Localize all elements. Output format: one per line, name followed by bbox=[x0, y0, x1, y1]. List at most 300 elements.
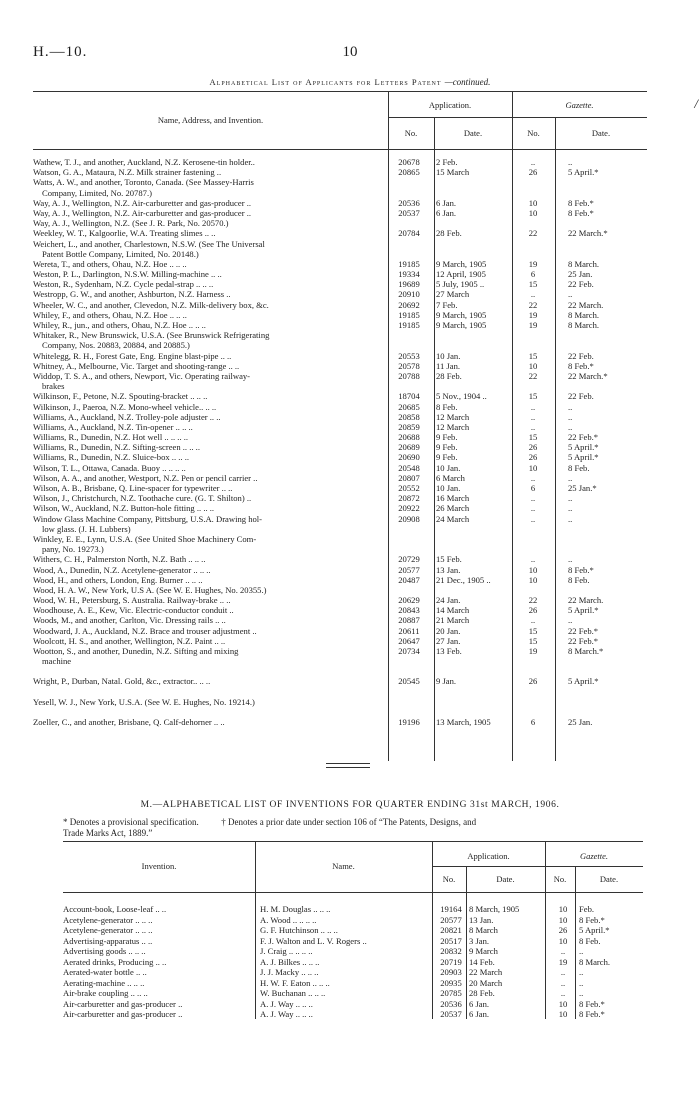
table-row bbox=[63, 915, 643, 926]
applicant-cell: Wood, A., Dunedin, N.Z. Acetylene-generator .. .. .. bbox=[33, 564, 211, 575]
table1-head-application: Application. bbox=[428, 100, 472, 110]
applicant-cell: Wilson, W., Auckland, N.Z. Button-hole fitting .. .. .. bbox=[33, 503, 215, 514]
gazette-no-cell: .. bbox=[560, 988, 566, 998]
application-no-cell: 20548 bbox=[398, 462, 420, 473]
application-date-cell: 5 Nov., 1904 .. bbox=[436, 391, 487, 402]
application-no-cell: 20611 bbox=[398, 625, 420, 636]
table2-head-gazette-no: No. bbox=[553, 874, 567, 884]
applicant-cell: Woolcott, H. S., and another, Wellington, N.Z. Paint .. .. bbox=[33, 635, 226, 646]
application-no-cell: 20922 bbox=[398, 503, 420, 514]
table-row bbox=[33, 503, 647, 513]
application-date-cell: 28 Feb. bbox=[436, 228, 462, 239]
application-no-cell: 20517 bbox=[440, 935, 462, 946]
application-no-cell: 20734 bbox=[398, 646, 420, 656]
gazette-date-cell: 5 April.* bbox=[568, 167, 599, 178]
name-cell: H. M. Douglas .. .. .. bbox=[260, 904, 331, 914]
gazette-date-cell: 5 April.* bbox=[568, 676, 599, 687]
table-row bbox=[33, 239, 647, 249]
gazette-no-cell: 19 bbox=[528, 309, 538, 320]
table-row bbox=[33, 697, 647, 707]
application-no-cell: 20908 bbox=[398, 513, 420, 524]
application-date-cell: 13 Feb. bbox=[436, 646, 462, 656]
application-no-cell: 19185 bbox=[398, 309, 420, 320]
gazette-date-cell: 8 March. bbox=[568, 320, 600, 330]
table-row bbox=[33, 575, 647, 585]
gazette-no-cell: .. bbox=[530, 421, 536, 432]
application-date-cell: 13 Jan. bbox=[436, 564, 461, 575]
table2-head-gazette-date: Date. bbox=[599, 874, 619, 884]
application-date-cell: 10 Jan. bbox=[436, 462, 461, 473]
table1-head-gazette: Gazette. bbox=[565, 100, 594, 110]
applicant-cell: Wilkinson, J., Paeroa, N.Z. Mono-wheel vehicle.. .. .. bbox=[33, 401, 217, 412]
application-date-cell: 9 March bbox=[469, 946, 498, 956]
gazette-no-cell: 22 bbox=[528, 299, 538, 310]
application-no-cell: 20536 bbox=[398, 197, 420, 208]
application-date-cell: 14 Feb. bbox=[469, 956, 495, 967]
applicant-cell: Wilson, T. L., Ottawa, Canada. Buoy .. .. .. .. bbox=[33, 462, 186, 473]
gazette-date-cell: .. bbox=[568, 401, 573, 412]
table-row bbox=[33, 167, 647, 177]
table2-head-application: Application. bbox=[467, 851, 510, 861]
applicant-cell: Williams, A., Auckland, N.Z. Trolley-pole adjuster .. .. bbox=[33, 411, 221, 422]
application-no-cell: 20859 bbox=[398, 421, 420, 432]
gazette-no-cell: 15 bbox=[528, 391, 538, 402]
application-date-cell: 20 Jan. bbox=[436, 625, 461, 636]
table-row bbox=[33, 442, 647, 452]
gazette-no-cell: 26 bbox=[528, 442, 538, 453]
note-prior-date: † Denotes a prior date under section 106 of “The Patents, Designs, and bbox=[221, 817, 477, 827]
gazette-date-cell: 8 March. bbox=[568, 258, 600, 269]
gazette-no-cell: 10 bbox=[528, 462, 538, 473]
application-no-cell: 20903 bbox=[440, 967, 462, 977]
application-date-cell: 8 March, 1905 bbox=[469, 904, 520, 914]
application-no-cell: 20577 bbox=[440, 914, 462, 925]
application-date-cell: 21 March bbox=[436, 615, 470, 626]
applicant-cell: Widdop, T. S. A., and others, Newport, Vic. Operating railway- bbox=[33, 370, 251, 381]
gazette-no-cell: 26 bbox=[528, 676, 538, 687]
application-no-cell: 20536 bbox=[440, 998, 462, 1009]
table2-title: M.—ALPHABETICAL LIST OF INVENTIONS FOR QUARTER ENDING 31st MARCH, 1906. bbox=[140, 800, 560, 810]
gazette-no-cell: .. bbox=[560, 946, 566, 956]
table-row bbox=[33, 371, 647, 381]
table-row bbox=[33, 300, 647, 310]
application-date-cell: 12 March bbox=[436, 411, 470, 422]
gazette-no-cell: 6 bbox=[530, 716, 536, 727]
application-no-cell: 20887 bbox=[398, 615, 420, 626]
gazette-no-cell: .. bbox=[530, 513, 536, 524]
table-row bbox=[33, 279, 647, 289]
application-date-cell: 9 March, 1905 bbox=[436, 320, 487, 330]
invention-cell: Advertising-apparatus .. .. bbox=[63, 935, 153, 946]
page-number: 10 bbox=[342, 44, 358, 60]
table1-head-date: Date. bbox=[463, 128, 483, 138]
application-date-cell: 14 March bbox=[436, 605, 470, 616]
table-row bbox=[33, 402, 647, 412]
application-no-cell: 20843 bbox=[398, 605, 420, 616]
gazette-no-cell: 22 bbox=[528, 595, 538, 606]
table-row bbox=[63, 957, 643, 968]
application-no-cell: 20537 bbox=[440, 1009, 462, 1019]
application-no-cell: 20910 bbox=[398, 289, 420, 300]
application-date-cell: 27 Jan. bbox=[436, 635, 461, 646]
table-row bbox=[33, 585, 647, 595]
applicant-cell: pany, No. 19273.) bbox=[42, 544, 104, 555]
gazette-date-cell: 8 Feb.* bbox=[568, 207, 594, 218]
application-date-cell: 9 Feb. bbox=[436, 452, 458, 463]
gazette-no-cell: .. bbox=[560, 967, 566, 977]
table-row bbox=[33, 218, 647, 228]
table-row bbox=[33, 554, 647, 564]
application-no-cell: 20647 bbox=[398, 635, 420, 646]
applicant-cell: Way, A. J., Wellington, N.Z. Air-carburetter and gas-producer .. bbox=[33, 207, 251, 218]
table-row bbox=[63, 904, 643, 915]
applicant-cell: Withers, C. H., Palmerston North, N.Z. Bath .. .. .. bbox=[33, 554, 206, 565]
table1-body bbox=[33, 157, 647, 727]
gazette-date-cell: 22 March.* bbox=[568, 228, 608, 239]
gazette-no-cell: .. bbox=[530, 472, 536, 483]
gazette-date-cell: 5 April.* bbox=[568, 452, 599, 463]
table-row bbox=[33, 351, 647, 361]
gazette-date-cell: 22 Feb. bbox=[568, 350, 594, 361]
gazette-no-cell: 10 bbox=[558, 1009, 568, 1019]
table-row bbox=[33, 463, 647, 473]
gazette-no-cell: .. bbox=[530, 401, 536, 412]
gazette-no-cell: 15 bbox=[528, 279, 538, 290]
table1-head-name: Name, Address, and Invention. bbox=[157, 115, 264, 125]
invention-cell: Air-carburetter and gas-producer .. bbox=[63, 998, 183, 1009]
application-date-cell: 7 Feb. bbox=[436, 299, 458, 310]
applicant-cell: Patent Bottle Company, Limited, No. 20148.) bbox=[42, 248, 199, 259]
applicant-cell: Wilson, A. A., and another, Westport, N.Z. Pen or pencil carrier .. bbox=[33, 472, 258, 483]
gazette-date-cell: 25 Jan. bbox=[568, 269, 593, 280]
application-no-cell: 20552 bbox=[398, 483, 420, 493]
gazette-no-cell: 15 bbox=[528, 432, 538, 443]
invention-cell: Aerated drinks, Producing .. .. bbox=[63, 956, 167, 967]
application-no-cell: 20487 bbox=[398, 574, 420, 585]
table-row bbox=[33, 188, 647, 198]
applicant-cell: Whitney, A., Melbourne, Vic. Target and shooting-range .. .. bbox=[33, 360, 240, 371]
gazette-no-cell: .. bbox=[530, 554, 536, 565]
applicant-cell: Woodward, J. A., Auckland, N.Z. Brace and trouser adjustment .. bbox=[33, 625, 257, 636]
application-no-cell: 20553 bbox=[398, 350, 420, 361]
table1-head-no: No. bbox=[404, 128, 418, 138]
applicant-cell: Whiley, F., and others, Ohau, N.Z. Hoe .. .. .. bbox=[33, 309, 187, 320]
applicant-cell: Weekley, W. T., Kalgoorlie, W.A. Treating slimes .. .. bbox=[33, 228, 216, 239]
invention-cell: Air-brake coupling .. .. .. bbox=[63, 988, 148, 998]
application-no-cell: 20537 bbox=[398, 207, 420, 218]
table-row bbox=[33, 615, 647, 625]
name-cell: A. J. Bilkes .. .. .. bbox=[260, 956, 320, 967]
invention-cell: Aerated-water bottle .. .. bbox=[63, 967, 147, 977]
table1-title bbox=[0, 77, 700, 87]
gazette-date-cell: 5 April.* bbox=[568, 605, 599, 616]
application-no-cell: 20545 bbox=[398, 676, 420, 687]
applicant-cell: Wright, P., Durban, Natal. Gold, &c., extractor.. .. .. bbox=[33, 676, 211, 687]
gazette-date-cell: .. bbox=[579, 946, 584, 956]
applicant-cell: Westropp, G. W., and another, Ashburton, N.Z. Harness .. bbox=[33, 289, 231, 300]
application-no-cell: 20578 bbox=[398, 360, 420, 371]
name-cell: H. W. F. Eaton .. .. .. bbox=[260, 977, 330, 988]
gazette-no-cell: 22 bbox=[528, 370, 538, 381]
gazette-date-cell: 22 Feb. bbox=[568, 391, 594, 402]
gazette-date-cell: 22 Feb.* bbox=[568, 432, 599, 443]
application-date-cell: 9 March, 1905 bbox=[436, 309, 487, 320]
application-no-cell: 19185 bbox=[398, 320, 420, 330]
gazette-no-cell: 19 bbox=[528, 646, 538, 656]
table-row bbox=[33, 249, 647, 259]
gazette-no-cell: 10 bbox=[558, 935, 568, 946]
application-date-cell: 8 March bbox=[469, 925, 498, 935]
table-row bbox=[33, 483, 647, 493]
application-date-cell: 12 March bbox=[436, 421, 470, 432]
gazette-no-cell: 10 bbox=[558, 914, 568, 925]
name-cell: A. J. Way .. .. .. bbox=[260, 998, 313, 1009]
table2-header-rule bbox=[63, 892, 643, 893]
gazette-no-cell: 15 bbox=[528, 635, 538, 646]
application-no-cell: 20719 bbox=[440, 956, 462, 967]
gazette-date-cell: .. bbox=[568, 421, 573, 432]
gazette-date-cell: 8 Feb. bbox=[568, 462, 590, 473]
application-date-cell: 9 March, 1905 bbox=[436, 258, 487, 269]
application-no-cell: 20832 bbox=[440, 946, 462, 956]
table-row bbox=[33, 514, 647, 524]
name-cell: A. Wood .. .. .. .. bbox=[260, 914, 317, 925]
name-cell: J. J. Macky .. .. .. bbox=[260, 967, 319, 977]
gazette-date-cell: 5 April.* bbox=[579, 925, 610, 935]
table-row bbox=[33, 473, 647, 483]
applicant-cell: Yesell, W. J., New York, U.S.A. (See W. E. Hughes, No. 19214.) bbox=[33, 696, 255, 707]
table-row bbox=[33, 391, 647, 401]
application-no-cell: 20784 bbox=[398, 228, 420, 239]
gazette-date-cell: 8 Feb.* bbox=[579, 1009, 605, 1019]
gazette-date-cell: .. bbox=[568, 503, 573, 514]
table-row bbox=[33, 534, 647, 544]
application-no-cell: 20729 bbox=[398, 554, 420, 565]
gazette-no-cell: 19 bbox=[528, 320, 538, 330]
application-date-cell: 15 Feb. bbox=[436, 554, 462, 565]
table-row bbox=[33, 432, 647, 442]
table-row bbox=[33, 330, 647, 340]
table-row bbox=[33, 228, 647, 238]
application-no-cell: 20688 bbox=[398, 432, 420, 443]
application-date-cell: 10 Jan. bbox=[436, 350, 461, 361]
application-date-cell: 22 March bbox=[469, 967, 503, 977]
application-date-cell: 9 Jan. bbox=[436, 676, 457, 687]
gazette-no-cell: .. bbox=[530, 289, 536, 300]
gazette-no-cell: 6 bbox=[530, 269, 536, 280]
application-no-cell: 19196 bbox=[398, 716, 420, 727]
table2-note bbox=[63, 817, 643, 828]
applicant-cell: Wilson, J., Christchurch, N.Z. Toothache cure. (G. T. Shilton) .. bbox=[33, 493, 252, 504]
table-row bbox=[33, 289, 647, 299]
gazette-date-cell: .. bbox=[579, 988, 584, 998]
applicant-cell: Whitaker, R., New Brunswick, U.S.A. (See Brunswick Refrigerating bbox=[33, 330, 270, 341]
gazette-date-cell: 25 Jan.* bbox=[568, 483, 597, 493]
gazette-no-cell: 10 bbox=[528, 564, 538, 575]
gazette-no-cell: 10 bbox=[528, 207, 538, 218]
gazette-date-cell: 8 Feb.* bbox=[568, 360, 594, 371]
gazette-no-cell: 19 bbox=[558, 956, 568, 967]
table1-sub-rule bbox=[388, 117, 647, 118]
gazette-date-cell: 8 Feb.* bbox=[568, 197, 594, 208]
application-no-cell: 19164 bbox=[440, 904, 462, 914]
gazette-date-cell: 22 March.* bbox=[568, 370, 608, 381]
invention-cell: Advertising goods .. .. .. bbox=[63, 946, 146, 956]
applicant-cell: brakes bbox=[42, 381, 65, 392]
table-row bbox=[33, 493, 647, 503]
applicant-cell: Weichert, L., and another, Charlestown, N.S.W. (See The Universal bbox=[33, 238, 265, 249]
application-date-cell: 16 March bbox=[436, 493, 470, 504]
applicant-cell: Way, A. J., Wellington, N.Z. Air-carburetter and gas-producer .. bbox=[33, 197, 251, 208]
application-no-cell: 20785 bbox=[440, 988, 462, 998]
table-row bbox=[33, 381, 647, 391]
gazette-date-cell: .. bbox=[568, 493, 573, 504]
table1-title-cont: —continued. bbox=[444, 77, 491, 87]
applicant-cell: Zoeller, C., and another, Brisbane, Q. Calf-dehorner .. .. bbox=[33, 716, 225, 727]
gazette-date-cell: 8 March. bbox=[579, 956, 611, 967]
gazette-date-cell: .. bbox=[568, 472, 573, 483]
gazette-no-cell: 10 bbox=[558, 998, 568, 1009]
gazette-no-cell: 10 bbox=[528, 574, 538, 585]
table2-head-date: Date. bbox=[496, 874, 515, 884]
table-row bbox=[33, 412, 647, 422]
table-row bbox=[33, 208, 647, 218]
section-separator bbox=[326, 763, 370, 764]
gazette-date-cell: 5 April.* bbox=[568, 442, 599, 453]
gazette-date-cell: 8 Feb.* bbox=[579, 914, 605, 925]
applicant-cell: Winkley, E. E., Lynn, U.S.A. (See United Shoe Machinery Com- bbox=[33, 533, 257, 544]
application-no-cell: 19689 bbox=[398, 279, 420, 290]
gazette-no-cell: .. bbox=[530, 157, 536, 167]
section-separator-2 bbox=[326, 767, 370, 768]
table-row bbox=[33, 595, 647, 605]
application-no-cell: 20821 bbox=[440, 925, 462, 935]
table-row bbox=[33, 259, 647, 269]
application-date-cell: 6 March bbox=[436, 472, 465, 483]
gazette-date-cell: .. bbox=[568, 411, 573, 422]
table-row bbox=[33, 636, 647, 646]
table2-head-name: Name. bbox=[332, 861, 355, 871]
applicant-cell: Wood, W. H., Petersburg, S. Australia. Railway-brake .. .. bbox=[33, 595, 231, 606]
table-row bbox=[33, 422, 647, 432]
applicant-cell: Whitelegg, R. H., Forest Gate, Eng. Engine blast-pipe .. .. bbox=[33, 350, 232, 361]
name-cell: A. J. Way .. .. .. bbox=[260, 1009, 313, 1019]
applicant-cell: Wheeler, W. C., and another, Clevedon, N.Z. Milk-delivery box, &c. bbox=[33, 299, 269, 310]
table2-note-cont: Trade Marks Act, 1889.” bbox=[63, 828, 153, 838]
applicant-cell: Watson, G. A., Mataura, N.Z. Milk strainer fastening .. bbox=[33, 167, 222, 178]
gazette-date-cell: 8 Feb. bbox=[568, 574, 590, 585]
application-no-cell: 20689 bbox=[398, 442, 420, 453]
gazette-no-cell: .. bbox=[530, 615, 536, 626]
gazette-date-cell: .. bbox=[579, 977, 584, 988]
table2-head-invention: Invention. bbox=[141, 861, 177, 871]
application-date-cell: 15 March bbox=[436, 167, 470, 178]
applicant-cell: Wathew, T. J., and another, Auckland, N.Z. Kerosene-tin holder.. bbox=[33, 157, 255, 167]
page-ref: H.—10. bbox=[33, 44, 88, 60]
table-row bbox=[33, 676, 647, 686]
application-date-cell: 20 March bbox=[469, 977, 503, 988]
gazette-no-cell: 15 bbox=[528, 625, 538, 636]
applicant-cell: Wood, H., and others, London, Eng. Burner .. .. .. bbox=[33, 574, 203, 585]
table1-top-rule bbox=[33, 91, 647, 92]
table-row bbox=[33, 361, 647, 371]
gazette-no-cell: 10 bbox=[558, 904, 568, 914]
gazette-date-cell: 22 Feb.* bbox=[568, 625, 599, 636]
table-row bbox=[33, 157, 647, 167]
applicant-cell: Way, A. J., Wellington, N.Z. (See J. R. Park, No. 20570.) bbox=[33, 218, 229, 229]
gazette-no-cell: 26 bbox=[528, 605, 538, 616]
applicant-cell: Williams, R., Dunedin, N.Z. Sluice-box .. .. .. bbox=[33, 452, 189, 463]
applicant-cell: Wootton, S., and another, Dunedin, N.Z. Sifting and mixing bbox=[33, 646, 239, 656]
application-date-cell: 2 Feb. bbox=[436, 157, 458, 167]
gazette-no-cell: .. bbox=[530, 493, 536, 504]
application-date-cell: 13 March, 1905 bbox=[436, 716, 491, 727]
invention-cell: Air-carburetter and gas-producer .. bbox=[63, 1009, 183, 1019]
application-no-cell: 20577 bbox=[398, 564, 420, 575]
application-date-cell: 10 Jan. bbox=[436, 483, 461, 493]
invention-cell: Acetylene-generator .. .. .. bbox=[63, 925, 153, 935]
applicant-cell: Company, Limited, No. 20787.) bbox=[42, 187, 152, 198]
application-date-cell: 5 July, 1905 .. bbox=[436, 279, 485, 290]
application-date-cell: 3 Jan. bbox=[469, 935, 490, 946]
table-row bbox=[33, 717, 647, 727]
applicant-cell: Wilkinson, F., Petone, N.Z. Spouting-bracket .. .. .. bbox=[33, 391, 208, 402]
application-no-cell: 20788 bbox=[398, 370, 420, 381]
application-date-cell: 6 Jan. bbox=[436, 197, 457, 208]
applicant-cell: Watts, A. W., and another, Toronto, Canada. (See Massey-Harris bbox=[33, 177, 254, 188]
gazette-no-cell: 19 bbox=[528, 258, 538, 269]
table-row bbox=[33, 340, 647, 350]
invention-cell: Aerating-machine .. .. .. bbox=[63, 977, 145, 988]
table-row bbox=[33, 320, 647, 330]
table-row bbox=[63, 946, 643, 957]
name-cell: W. Buchanan .. .. .. bbox=[260, 988, 326, 998]
gazette-no-cell: 26 bbox=[528, 452, 538, 463]
gazette-date-cell: 8 Feb.* bbox=[579, 998, 605, 1009]
gazette-date-cell: 8 Feb.* bbox=[568, 564, 594, 575]
application-no-cell: 20858 bbox=[398, 411, 420, 422]
applicant-cell: Whiley, R., jun., and others, Ohau, N.Z. Hoe .. .. .. bbox=[33, 320, 206, 330]
applicant-cell: Williams, R., Dunedin, N.Z. Sifting-screen .. .. .. bbox=[33, 442, 200, 453]
table2-head-gazette: Gazette. bbox=[579, 851, 609, 861]
applicant-cell: Company, Nos. 20883, 20884, and 20885.) bbox=[42, 340, 190, 351]
table-row bbox=[33, 524, 647, 534]
applicant-cell: Weston, R., Sydenham, N.Z. Cycle pedal-strap .. .. .. bbox=[33, 279, 214, 290]
note-provisional: * Denotes a provisional specification. bbox=[63, 817, 199, 827]
gazette-date-cell: 8 Feb. bbox=[579, 935, 601, 946]
table-row bbox=[63, 978, 643, 989]
table-row bbox=[63, 936, 643, 947]
applicant-cell: Window Glass Machine Company, Pittsburg, U.S.A. Drawing hol- bbox=[33, 513, 263, 524]
table-row bbox=[33, 269, 647, 279]
gazette-date-cell: 22 March. bbox=[568, 595, 604, 606]
application-date-cell: 12 April, 1905 bbox=[436, 269, 486, 280]
gazette-date-cell: 22 Feb.* bbox=[568, 635, 599, 646]
application-date-cell: 28 Feb. bbox=[436, 370, 462, 381]
gazette-date-cell: .. bbox=[568, 513, 573, 524]
application-date-cell: 8 Feb. bbox=[436, 401, 458, 412]
application-no-cell: 20692 bbox=[398, 299, 420, 310]
applicant-cell: Woods, M., and another, Carlton, Vic. Dressing rails .. .. bbox=[33, 615, 226, 626]
gazette-date-cell: 22 Feb. bbox=[568, 279, 594, 290]
application-date-cell: 24 March bbox=[436, 513, 470, 524]
table1-title-main: Alphabetical List of Applicants for Letters Patent bbox=[209, 77, 442, 87]
application-no-cell: 20690 bbox=[398, 452, 420, 463]
applicant-cell: Wereta, T., and others, Ohau, N.Z. Hoe .. .. .. bbox=[33, 258, 187, 269]
applicant-cell: Weston, P. L., Darlington, N.S.W. Milling-machine .. .. bbox=[33, 269, 222, 280]
gazette-no-cell: 15 bbox=[528, 350, 538, 361]
table-row bbox=[63, 999, 643, 1010]
